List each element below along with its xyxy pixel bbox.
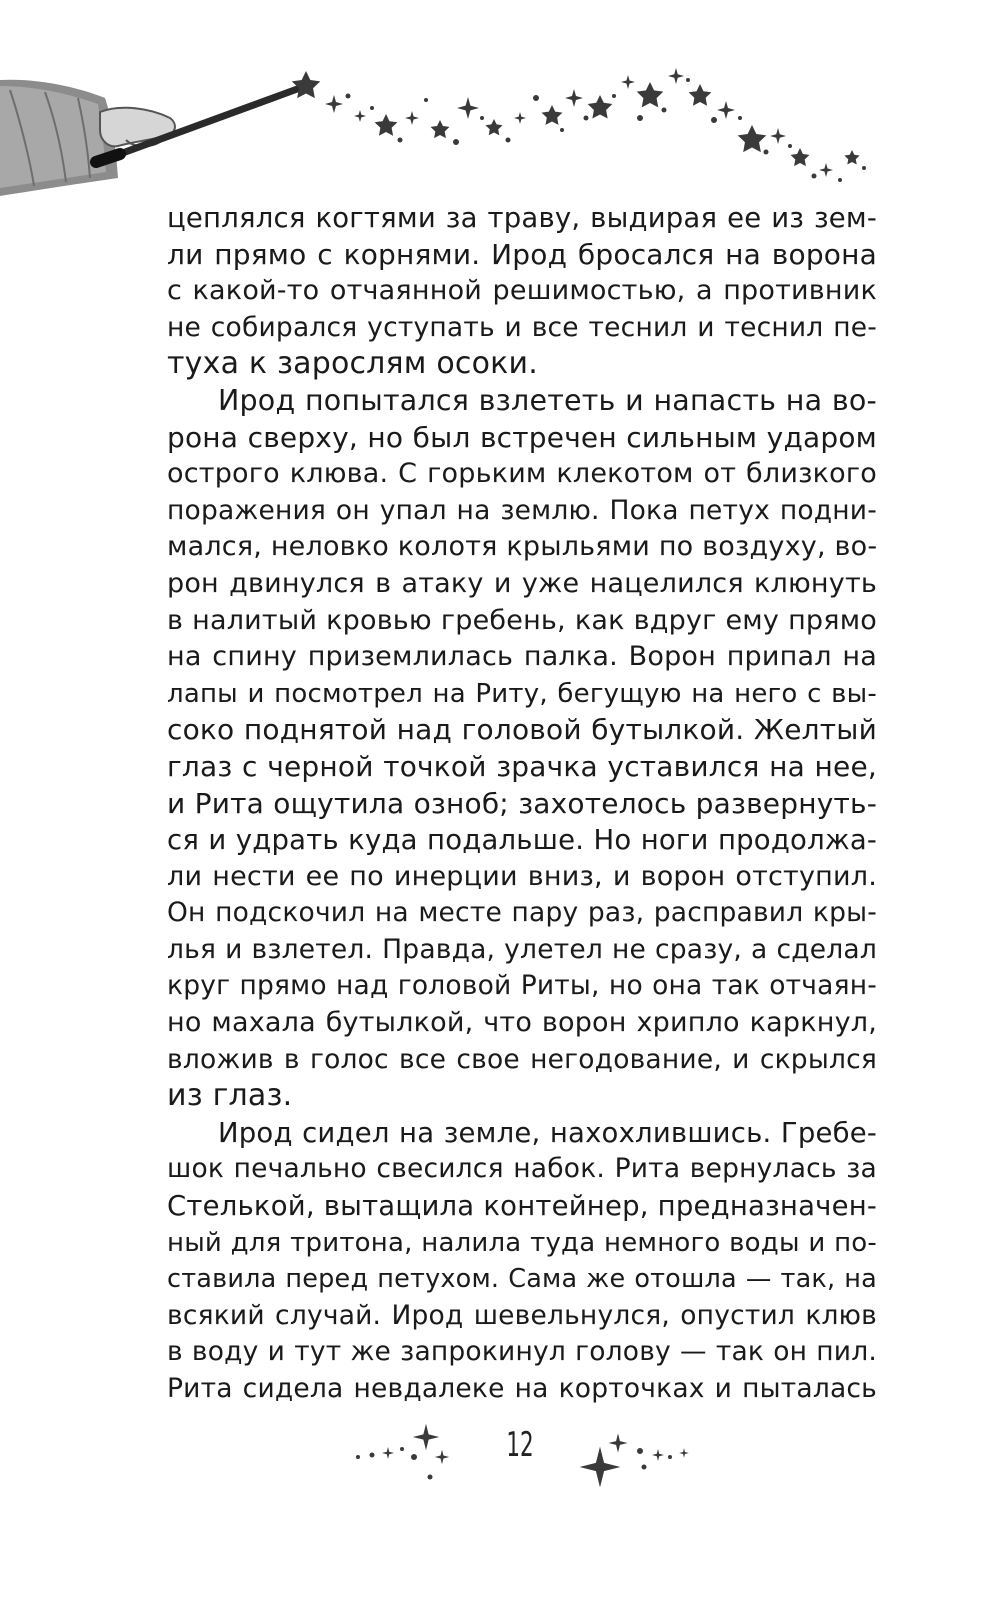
left-sparkles-icon: [356, 1424, 449, 1480]
text-line: но махала бутылкой, что ворон хрипло каркнул,: [167, 1007, 877, 1039]
text-line: Рита сидела невдалеке на корточках и пыталась: [167, 1373, 877, 1404]
text-line: ставила перед петухом. Сама же отошла — так, на: [167, 1264, 877, 1295]
text-line: ный для тритона, налила туда немного воды и по-: [167, 1227, 877, 1258]
wizard-sleeve-icon: [0, 80, 118, 196]
text-line: не собирался уступать и все теснил и теснил пе-: [167, 311, 877, 343]
text-line: в воду и тут же запрокинул голову — так он пил.: [167, 1336, 877, 1368]
sparkle-trail-icon: [292, 68, 866, 182]
paragraph: [167, 383, 877, 1115]
text-line: поражения он упал на землю. Пока петух подни-: [167, 494, 877, 526]
text-line: на спину приземлилась палка. Ворон припал на: [167, 641, 877, 673]
header-wand-illustration: [0, 0, 1000, 210]
text-line: в налитый кровью гребень, как вдруг ему прямо: [167, 604, 877, 636]
text-line: туха к зарослям осоки.: [167, 346, 538, 382]
text-line: Он подскочил на месте пару раз, расправил кры-: [167, 897, 877, 929]
paragraph: [167, 200, 877, 383]
text-line: из глаз.: [167, 1078, 293, 1114]
body-text: [167, 200, 877, 1408]
text-line: рона сверху, но был встречен сильным ударом: [167, 420, 877, 454]
paragraph: [167, 1115, 877, 1408]
text-line: и Рита ощутила озноб; захотелось развернуть-: [167, 786, 877, 820]
text-line: острого клюва. С горьким клекотом от близкого: [167, 458, 877, 490]
text-line: соко поднятой над головой бутылкой. Желтый: [167, 713, 877, 747]
text-line: Ирод попытался взлететь и напасть на во-: [218, 383, 877, 417]
text-line: ся и удрать куда подальше. Но ноги продолжа-: [167, 824, 877, 857]
text-line: глаз с черной точкой зрачка уставился на нее,: [167, 749, 877, 783]
text-line: шок печально свесился набок. Рита вернулась за: [167, 1153, 877, 1185]
text-line: лапы и посмотрел на Риту, бегущую на него с вы-: [167, 678, 877, 709]
text-line: Стелькой, вытащила контейнер, предназначен-: [167, 1190, 877, 1223]
text-line: с какой-то отчаянной решимостью, а противник: [167, 275, 877, 307]
page-number: 12: [506, 1425, 534, 1465]
text-line: цеплялся когтями за траву, выдирая ее из зем-: [167, 202, 877, 234]
text-line: круг прямо над головой Риты, но она так отчаян-: [167, 970, 877, 1002]
text-line: Ирод сидел на земле, нахохлившись. Гребе-: [218, 1116, 877, 1149]
text-line: ли прямо с корнями. Ирод бросался на ворона: [167, 237, 877, 271]
text-line: рон двинулся в атаку и уже нацелился клюнуть: [167, 567, 877, 599]
text-line: всякий случай. Ирод шевельнулся, опустил клюв: [167, 1299, 877, 1331]
right-sparkles-icon: [580, 1433, 689, 1487]
text-line: мался, неловко колотя крыльями по воздуху, во-: [167, 531, 878, 563]
text-line: ли нести ее по инерции вниз, и ворон отступил.: [167, 860, 877, 892]
text-line: вложив в голос все свое негодование, и скрылся: [167, 1043, 877, 1075]
text-line: лья и взлетел. Правда, улетел не сразу, а сделал: [167, 933, 877, 965]
